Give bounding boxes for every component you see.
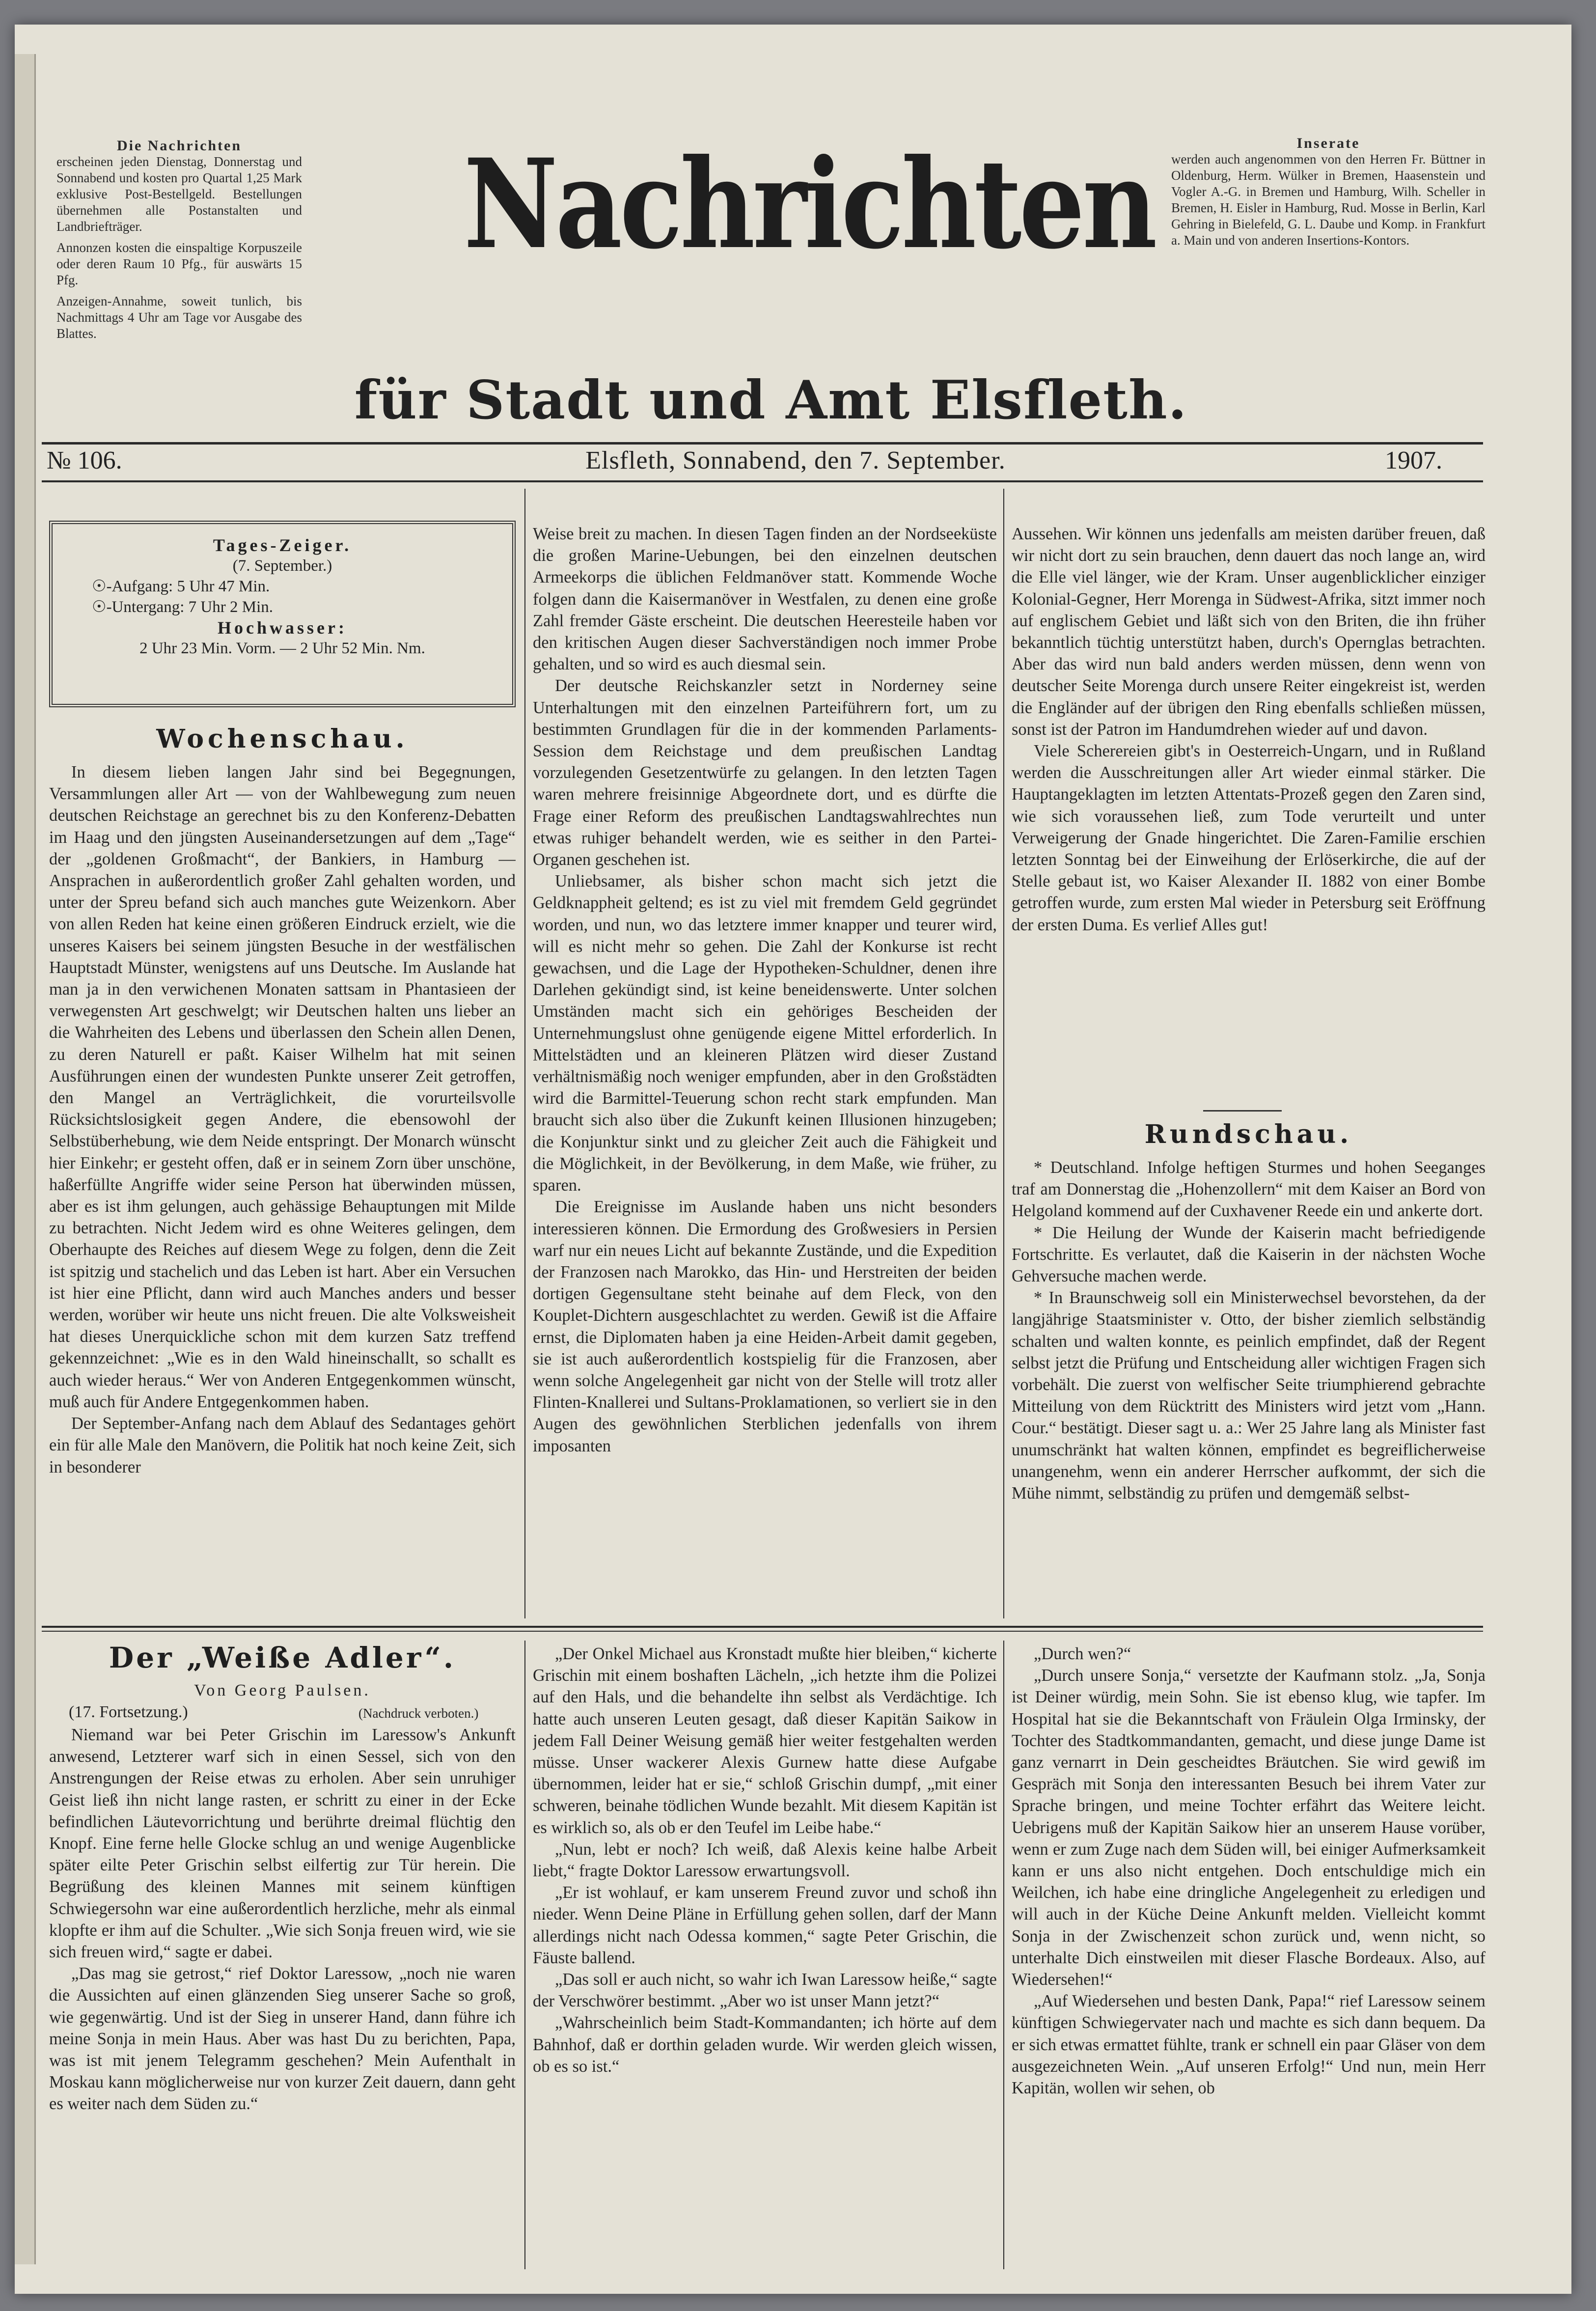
feuilleton-rule-thin — [42, 1631, 1483, 1632]
story-paragraph: „Er ist wohlauf, er kam unserem Freund zuvor und schoß ihn nieder. Wenn Deine Pläne in Erfüllung gehen sollen, darf der Mann allerdings nicht nach Odessa kommen,“ sagte Peter Grischin, die Fäuste ballend. — [533, 1883, 997, 1967]
wochenschau-heading: Wochenschau. — [156, 724, 409, 754]
article-paragraph: Die Ereignisse im Auslande haben uns nicht besonders interessieren können. Die Ermordung des Großwesiers in Persien warf nur ein neues Licht auf bekannte Zustände, und die Expedition der Franzosen nach Marokko, das Hin- und Herstreiten der beiden dortigen Gegensultane steht beinahe auf dem Fleck, von den Kouplet-Dichtern ausgeschlachtet zu werden. Gewiß ist die Affaire ernst, die Diplomaten haben ja eine Heiden-Arbeit damit gegeben, sie ist auch außerordentlich kostspielig für die Franzosen, aber wenn solche Angelegenheit gar nicht von der Stelle will trotz aller Flinten-Knallerei und Sultans-Proklamationen, so verliert sie in den Augen des gewöhnlichen Sterblichen jedenfalls von ihrem imposanten — [533, 1197, 997, 1455]
column-rule — [1003, 1641, 1004, 2269]
feuilleton-rule — [42, 1626, 1483, 1628]
sunset-time: ☉-Untergang: 7 Uhr 2 Min. — [92, 598, 274, 616]
rundschau-column — [1012, 1157, 1486, 1618]
masthead-subtitle: für Stadt und Amt Elsfleth. — [354, 369, 1188, 431]
wochenschau-column-1 — [49, 761, 516, 1621]
issue-year: 1907. — [1385, 446, 1442, 474]
article-paragraph: Unliebsamer, als bisher schon macht sich jetzt die Geldknappheit geltend; es ist zu viel mit fremdem Geld gegründet worden, und nun, wo das letztere immer knapper und teurer wird, will es nicht mehr so gehen. Die Zahl der Konkurse ist recht gewachsen, und die Lage der Hypotheken-Schuldner, denen ihre Darlehen gekündigt sind, ist keine beneidenswerte. Unter solchen Umständen macht sich ein gehöriges Bescheiden der Unternehmungslust ohne genügende eigene Mittel erforderlich. In Mittelstädten und an kleineren Plätzen wird dieser Zustand verhältnismäßig noch weniger empfunden, aber in den Großstädten wird die Barmittel-Teuerung schon recht stark empfunden. Man braucht sich also über die Zukunft keinen Illusionen hinzugeben; die Konjunktur sinkt und zu gleicher Zeit auch die Fähigkeit und die Möglichkeit, in der Bevölkerung, in dem Maße, wie früher, zu sparen. — [533, 872, 997, 1195]
inserate-heading: Inserate — [1296, 135, 1360, 151]
story-paragraph: „Das soll er auch nicht, so wahr ich Iwan Laressow heiße,“ sagte der Verschwörer bestimmt. „Aber wo ist unser Mann jetzt?“ — [533, 1970, 997, 2011]
article-paragraph: In diesem lieben langen Jahr sind bei Begegnungen, Versammlungen aller Art — von der Wahlbewegung zum neuen deutschen Reichstage an gerechnet bis zu den Konferenz-Debatten im Haag und den jüngsten Auseinandersetzungen auf dem „Tage“ der „goldenen Großmacht“, der Bankiers, in Hamburg — Ansprachen in außerordentlich großer Zahl gehalten worden, und unter der Spreu befand sich auch manches gute Weizenkorn. Aber von allen Reden hat keine einen größeren Eindruck erzielt, wie die unseres Kaisers bei seinem jüngsten Besuche in der westfälischen Hauptstadt Münster, wenigstens auf uns Deutsche. Im Auslande hat man ja in den verwichenen Monaten sattsam in Phantasieen der verwegensten Art geschwelgt; wir Deutschen halten uns lieber an die Wahrheiten des Lebens und überlassen den Schein allen Denen, zu deren Naturell er paßt. Kaiser Wilhelm hat mit seinen Ausführungen einen der wundesten Punkte unserer Zeit getroffen, den Mangel an Verträglichkeit, die vorurteilsvolle Rücksichtslosigkeit gegen Andere, die ebensowohl der Selbstüberhebung, wie dem Neide entspringt. Der Monarch wünscht hier Einkehr; er gesteht offen, daß er in seinem Zorn über unschöne, haßerfüllte Angriffe wider seine Person hat überwinden müssen, aber es ist ihm gelungen, auch gehässige Behauptungen mit Milde zu betrachten. Nicht Jedem wird es ohne Weiteres gelingen, dem Oberhaupte des Reiches auf diesem Wege zu folgen, denn die Zeit ist spitzig und stachelich und das Leben ist hart. Aber ein Versuchen ist hier eine Pflicht, dann wird auch Manches anders und besser werden, worüber wir heute uns nicht freuen. Die alte Volksweisheit hat dieses Unerquickliche schon mit dem kurzen Satz treffend gekennzeichnet: „Wie es in den Wald hineinschallt, so schallt es auch wieder heraus.“ Wer von Anderen Entgegenkommen wünscht, muß auch für Andere Entgegenkommen haben. — [49, 763, 516, 1411]
binding-strip — [15, 54, 36, 2264]
subscription-heading: Die Nachrichten — [116, 138, 242, 154]
story-paragraph: „Durch wen?“ — [1034, 1644, 1131, 1663]
article-paragraph: Viele Scherereien gibt's in Oesterreich-Ungarn, und in Rußland werden die Ausschreitungen aller Art wieder einmal stärker. Die Hauptangeklagten im letzten Attentats-Prozeß gegen den Zaren sind, wie sich voraussehen ließ, zum Tode verurteilt und unter Verweigerung der Gnade hingerichtet. Die Zaren-Familie erschien letzten Sonntag bei der Einweihung der Erlöserkirche, die auf der Stelle gebaut ist, wo Kaiser Alexander II. 1882 von einer Bombe getroffen wurde, zum ersten Mal wieder in Petersburg seit Eröffnung der ersten Duma. Es verlief Alles gut! — [1012, 742, 1486, 934]
article-paragraph: Der September-Anfang nach dem Ablauf des Sedantages gehört ein für alle Male den Manövern, die Politik hat noch keine Zeit, sich in besonderer — [49, 1414, 516, 1476]
feuilleton-installment: (17. Fortsetzung.) — [69, 1703, 188, 1721]
story-paragraph: Niemand war bei Peter Grischin im Laressow's Ankunft anwesend, Letzterer warf sich in einen Sessel, sich von den Anstrengungen der Reise etwas zu erholen. Aber sein unruhiger Geist ließ ihn nicht lange rasten, er schritt zu einer in der Ecke befindlichen Läutevorrichtung und berührte dreimal flüchtig den Knopf. Eine ferne helle Glocke schlug an und wenige Augenblicke später eilte Peter Grischin selbst eilfertig zur Tür herein. Die Begrüßung des kleinen Mannes mit seinem künftigen Schwiegersohn war eine außerordentlich herzliche, mehr als einmal klopfte er ihm auf die Schulter. „Wie sich Sonja freuen wird, wie sie sich freuen wird,“ sagte er dabei. — [49, 1726, 516, 1962]
story-paragraph: „Auf Wiedersehen und besten Dank, Papa!“ rief Laressow seinem künftigen Schwiegervater nach und machte es sich dann bequem. Da er sich etwas ermattet fühlte, trank er schnell ein paar Gläser von dem ausgezeichneten Wein. „Auf unseren Erfolg!“ Und nun, mein Herr Kapitän, wollen wir sehen, ob — [1012, 1992, 1486, 2098]
tages-zeiger-date: (7. September.) — [232, 557, 332, 575]
article-paragraph: Der deutsche Reichskanzler setzt in Norderney seine Unterhaltungen mit den einzelnen Parteiführern fort, um zu bestimmten Grundlagen für die in der kommenden Parlaments-Session dem Reichstage und dem preußischen Landtag vorzulegenden Gesetzentwürfe zu gelangen. In den letzten Tagen waren mehrere freisinnige Abgeordnete dort, und es dürfte die Frage einer Reform des preußischen Landtagswahlrechtes nun etwas ruhiger behandelt werden, wie es seither in den Partei-Organen geschehen ist. — [533, 676, 997, 869]
dateline-rule-bottom — [42, 480, 1483, 482]
tages-zeiger-box — [49, 521, 516, 707]
subscription-text: erscheinen jeden Dienstag, Donnerstag und Sonnabend und kosten pro Quartal 1,25 Mark exklusive Post-Bestellgeld. Bestellungen übernehmen alle Postanstalten und Landbriefträger. — [56, 154, 302, 234]
tide-heading: Hochwasser: — [218, 618, 347, 638]
wochenschau-column-2 — [533, 523, 997, 1621]
feuilleton-column-1 — [49, 1724, 516, 2274]
article-paragraph: Weise breit zu machen. In diesen Tagen finden an der Nordseeküste die großen Marine-Uebungen, bei den einzelnen deutschen Armeekorps die üblichen Feldmanöver statt. Kommende Woche folgen dann die Kaisermanöver in Westfalen, zu denen eine große Zahl fremder Gäste erscheint. Die deutschen Heeresteile haben vor den kritischen Augen dieser Sachverständigen noch immer Probe gehalten, und so wird es auch diesmal sein. — [533, 525, 997, 674]
news-item: * In Braunschweig soll ein Ministerwechsel bevorstehen, da der langjährige Staatsminister v. Otto, der bisher ziemlich selbständig schalten und walten konnte, es peinlich empfindet, daß der Regent selbst jetzt die Prüfung und Entscheidung aller wichtigen Fragen sich vorbehält. Die zuerst von welfischer Seite triumphierend gebrachte Mitteilung von dem Rücktritt des Ministers wird jetzt vom „Hann. Cour.“ bestätigt. Dieser sagt u. a.: Wer 25 Jahre lang als Minister fast unumschränkt hat walten können, empfindet es begreiflicherweise unangenehm, wenn ein anderer Herrscher aufkommt, der sich die Mühe nimmt, selbständig zu prüfen und demgemäß selbst- — [1012, 1288, 1486, 1503]
feuilleton-column-3 — [1012, 1643, 1486, 2274]
story-paragraph: „Wahrscheinlich beim Stadt-Kommandanten; ich hörte auf dem Bahnhof, daß er dorthin geladen wurde. Wir werden gleich wissen, ob es so ist.“ — [533, 2013, 997, 2076]
section-divider — [1203, 1110, 1282, 1112]
story-paragraph: „Durch unsere Sonja,“ versetzte der Kaufmann stolz. „Ja, Sonja ist Deiner würdig, mein Sohn. Sie ist ebenso klug, wie tapfer. Im Hospital hat sie die Bekanntschaft von Fräulein Olga Irminsky, der Tochter des Stadtkommandanten, gemacht, und diese junge Dame ist ganz vernarrt in Dein gescheidtes Bräutchen. Sie wird gewiß im Gespräch mit Sonja den interessanten Besuch bei ihrem Vater zur Sprache bringen, und meine Tochter erfährt das Weitere leicht. Uebrigens muß der Kapitän Saikow hier an unserem Hause vorüber, wenn er zum Zuge nach dem Süden will, bei einiger Aufmerksamkeit kann er uns also nicht entgehen. Doch entschuldige mich ein Weilchen, ich habe eine dringliche Angelegenheit zu erledigen und will auch in der Küche Deine Ankunft melden. Vielleicht kommt Sonja in der Zwischenzeit schon zurück und, wenn nicht, so unterhalte Dich einstweilen mit dieser Flasche Bordeaux. Also, auf Wiedersehen!“ — [1012, 1666, 1486, 1989]
story-paragraph: „Der Onkel Michael aus Kronstadt mußte hier bleiben,“ kicherte Grischin mit einem boshaften Lächeln, „ich hetzte ihm die Polizei auf den Hals, und die behandelte ihn selbst als Verdächtige. Ich hatte auch unseren Leuten gesagt, daß dieser Kapitän Saikow in jedem Fall Deiner Weisung gemäß hier weiter festgehalten werden müsse. Unser wackerer Alexis Gurnew hatte diese Aufgabe übernommen, leider hat er sie,“ schloß Grischin dumpf, „mit einer schweren, beinahe tödlichen Wunde bezahlt. Mit diesem Kapitän ist es wirklich so, als ob er den Teufel im Leibe habe.“ — [533, 1644, 997, 1837]
issue-number: № 106. — [47, 446, 122, 474]
column-rule — [524, 489, 525, 1618]
article-paragraph: Aussehen. Wir können uns jedenfalls am meisten darüber freuen, daß wir nicht dort zu sein brauchen, denn dauert das noch lange an, wird die Elle viel länger, wie der Kram. Unser augenblicklicher einziger Kolonial-Gegner, Herr Morenga in Südwest-Afrika, sitzt immer noch auf englischem Gebiet und läßt sich von den Briten, die ihn früher bekanntlich tüchtig unterstützt haben, durch's Opernglas betrachten. Aber das wird nun bald anders werden müssen, denn wenn von deutscher Seite Morenga durch unsere Reiter eingekreist ist, werden die Engländer auf der übrigen den Ring ebenfalls schließen müssen, sonst ist der Patron im Handumdrehen wieder auf und davon. — [1012, 525, 1486, 739]
dateline-rule-top — [42, 442, 1483, 445]
story-paragraph: „Nun, lebt er noch? Ich weiß, daß Alexis keine halbe Arbeit liebt,“ fragte Doktor Laressow erwartungsvoll. — [533, 1839, 997, 1881]
subscription-info — [56, 138, 302, 342]
feuilleton-column-2 — [533, 1643, 997, 2274]
wochenschau-column-3 — [1012, 523, 1486, 1103]
tages-zeiger-heading: Tages-Zeiger. — [213, 535, 352, 555]
anzeigen-text: Anzeigen-Annahme, soweit tunlich, bis Nachmittags 4 Uhr am Tage vor Ausgabe des Blattes. — [56, 294, 302, 341]
feuilleton-author: Von Georg Paulsen. — [194, 1681, 371, 1699]
news-item: * Deutschland. Infolge heftigen Sturmes und hohen Seeganges traf am Donnerstag die „Hohenzollern“ mit dem Kaiser an Bord von Helgoland kommend auf der Cuxhavener Reede ein und ankerte dort. — [1012, 1158, 1486, 1221]
annonzen-text: Annonzen kosten die einspaltige Korpuszeile oder deren Raum 10 Pfg., für auswärts 15 Pfg. — [56, 240, 302, 287]
newspaper-page — [15, 25, 1571, 2294]
sunrise-time: ☉-Aufgang: 5 Uhr 47 Min. — [92, 578, 270, 595]
inserate-info — [1171, 135, 1486, 249]
story-paragraph: „Das mag sie getrost,“ rief Doktor Laressow, „noch nie waren die Aussichten auf einen glänzenden Sieg unserer Sache so groß, wie gegenwärtig. Und ist der Sieg in unserer Hand, dann führe ich meine Sonja in mein Haus. Aber was hast Du zu berichten, Papa, was ist mit jenem Telegramm geschehen? Mein Aufenthalt in Moskau kann möglicherweise nur von kurzer Zeit dauern, dann geht es weiter nach dem Süden zu.“ — [49, 1964, 516, 2114]
feuilleton-title: Der „Weiße Adler“. — [109, 1641, 456, 1674]
rundschau-heading: Rundschau. — [1144, 1119, 1353, 1149]
tide-times: 2 Uhr 23 Min. Vorm. — 2 Uhr 52 Min. Nm. — [139, 640, 425, 657]
news-item: * Die Heilung der Wunde der Kaiserin macht befriedigende Fortschritte. Es verlautet, daß die Kaiserin in der nächsten Woche Gehversuche machen werde. — [1012, 1223, 1486, 1286]
column-rule — [524, 1641, 525, 2269]
masthead-title: Nachrichten — [464, 132, 1155, 276]
place-date: Elsfleth, Sonnabend, den 7. September. — [585, 446, 1006, 474]
column-rule — [1003, 489, 1004, 1618]
inserate-text: werden auch angenommen von den Herren Fr. Büttner in Oldenburg, Herm. Wülker in Bremen, Haasenstein und Vogler A.-G. in Bremen und Hamburg, Wilh. Scheller in Bremen, H. Eisler in Hamburg, Rud. Mosse in Berlin, Karl Gehring in Bielefeld, G. L. Daube und Komp. in Frankfurt a. Main und von anderen Insertions-Kontors. — [1171, 152, 1486, 248]
feuilleton-note: (Nachdruck verboten.) — [358, 1706, 479, 1721]
